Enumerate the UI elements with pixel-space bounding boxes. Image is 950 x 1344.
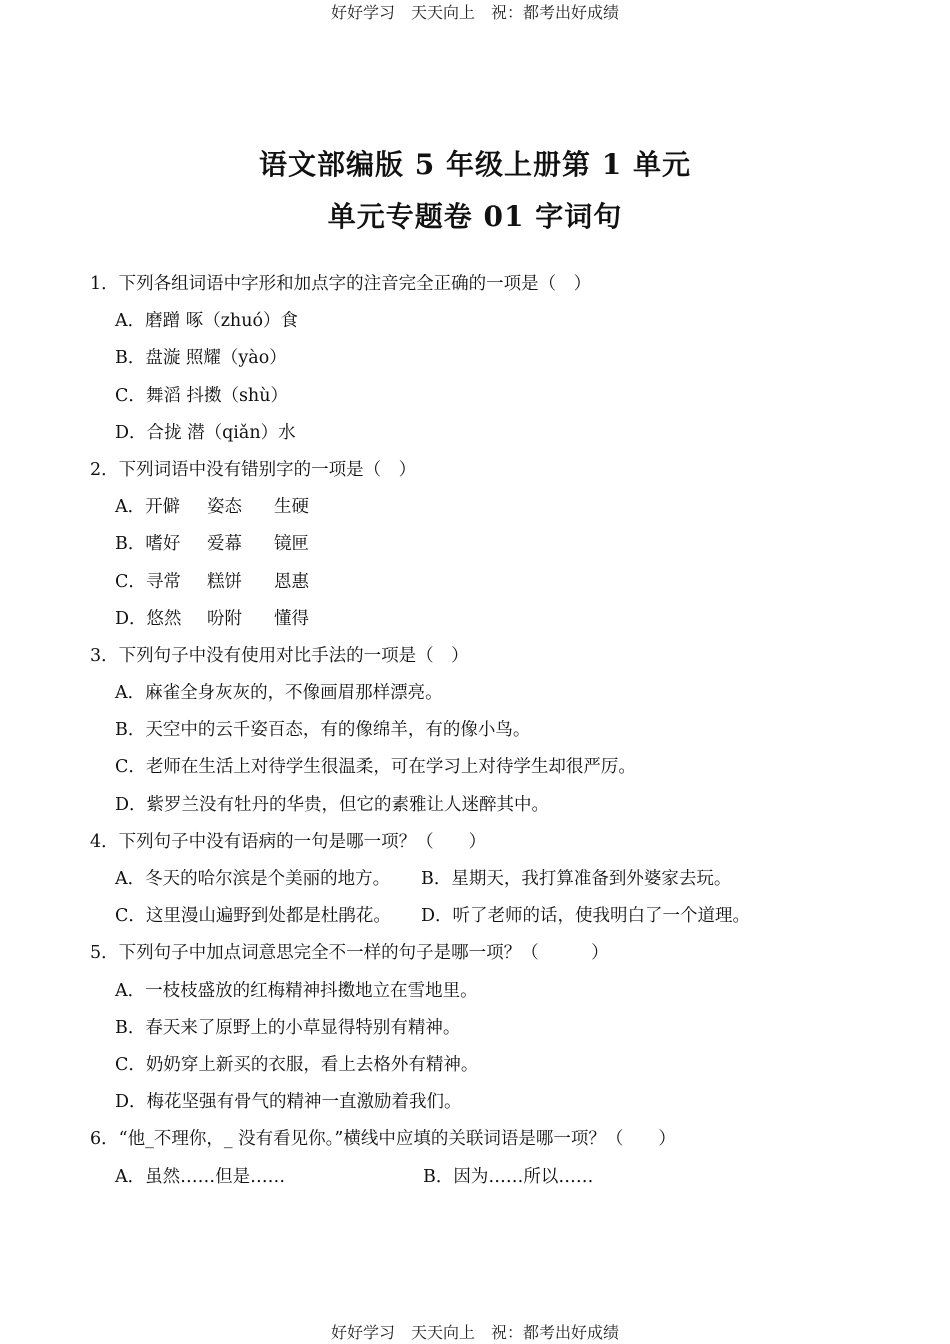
question-list bbox=[90, 266, 910, 1196]
question-1-option-d: D．合拢 潜（qiǎn）水 bbox=[115, 422, 296, 443]
question-1-option-c: C．舞滔 抖擞（shù） bbox=[115, 385, 288, 406]
option-label: D．悠然 bbox=[115, 608, 182, 629]
option-label: A．开僻 bbox=[115, 497, 181, 518]
question-2-stem: 2．下列词语中没有错别字的一项是（ ） bbox=[90, 459, 417, 480]
option-word: 恩惠 bbox=[274, 571, 309, 592]
option-word: 爱幕 bbox=[207, 534, 242, 555]
question-4-option-d: D．听了老师的话，使我明白了一个道理。 bbox=[421, 906, 751, 927]
page-header: 好好学习 天天向上 祝：都考出好成绩 bbox=[330, 3, 619, 22]
question-4-option-c: C．这里漫山遍野到处都是杜鹃花。 bbox=[115, 906, 391, 927]
option-word: 姿态 bbox=[207, 497, 242, 518]
question-3-option-d: D．紫罗兰没有牡丹的华贵，但它的素雅让人迷醉其中。 bbox=[115, 794, 550, 815]
option-word: 生硬 bbox=[274, 497, 309, 518]
question-5-option-b: B．春天来了原野上的小草显得特别有精神。 bbox=[115, 1017, 461, 1038]
question-4-option-b: B．星期天，我打算准备到外婆家去玩。 bbox=[421, 869, 732, 889]
question-2-option-c bbox=[90, 564, 910, 601]
page-footer: 好好学习 天天向上 祝：都考出好成绩 bbox=[330, 1323, 619, 1342]
question-2-option-d bbox=[90, 601, 910, 638]
question-4-option-a: A．冬天的哈尔滨是个美丽的地方。 bbox=[115, 869, 391, 889]
document-title: 语文部编版 5 年级上册第 1 单元 bbox=[259, 148, 691, 181]
question-5-option-d: D．梅花坚强有骨气的精神一直激励着我们。 bbox=[115, 1092, 462, 1113]
option-label: C．寻常 bbox=[115, 571, 181, 592]
option-word: 懂得 bbox=[274, 608, 309, 629]
option-word: 糕饼 bbox=[207, 571, 242, 592]
question-4-options-ab bbox=[90, 861, 910, 898]
question-2-option-b bbox=[90, 526, 910, 563]
question-1-option-b: B．盘漩 照耀（yào） bbox=[115, 348, 287, 369]
question-5-option-c: C．奶奶穿上新买的衣服，看上去格外有精神。 bbox=[115, 1054, 479, 1075]
question-6-option-a: A．虽然……但是…… bbox=[115, 1166, 286, 1187]
question-4-options-cd bbox=[90, 898, 910, 935]
option-word: 吩附 bbox=[207, 608, 242, 629]
question-1-stem: 1．下列各组词语中字形和加点字的注音完全正确的一项是（ ） bbox=[90, 274, 592, 294]
option-label: B．嗜好 bbox=[115, 534, 181, 555]
question-6-option-b: B．因为……所以…… bbox=[423, 1166, 594, 1187]
question-3-option-a: A．麻雀全身灰灰的，不像画眉那样漂亮。 bbox=[115, 683, 443, 704]
question-5-option-a: A．一枝枝盛放的红梅精神抖擞地立在雪地里。 bbox=[115, 980, 478, 1001]
question-6-options-ab bbox=[90, 1159, 910, 1196]
question-3-stem: 3．下列句子中没有使用对比手法的一项是（ ） bbox=[90, 645, 469, 666]
question-3-option-b: B．天空中的云千姿百态，有的像绵羊，有的像小鸟。 bbox=[115, 720, 531, 741]
question-2-option-a bbox=[90, 489, 910, 526]
question-6-stem: 6．“他_不理你，_ 没有看见你。”横线中应填的关联词语是哪一项？（ ） bbox=[90, 1129, 676, 1150]
question-4-stem: 4．下列句子中没有语病的一句是哪一项？（ ） bbox=[90, 831, 487, 852]
option-word: 镜匣 bbox=[274, 534, 309, 555]
question-5-stem: 5．下列句子中加点词意思完全不一样的句子是哪一项？（ ） bbox=[90, 943, 609, 964]
question-1-option-a: A．磨蹭 啄（zhuó）食 bbox=[115, 311, 298, 332]
document-subtitle: 单元专题卷 01 字词句 bbox=[327, 200, 623, 233]
question-3-option-c: C．老师在生活上对待学生很温柔，可在学习上对待学生却很严厉。 bbox=[115, 757, 636, 778]
